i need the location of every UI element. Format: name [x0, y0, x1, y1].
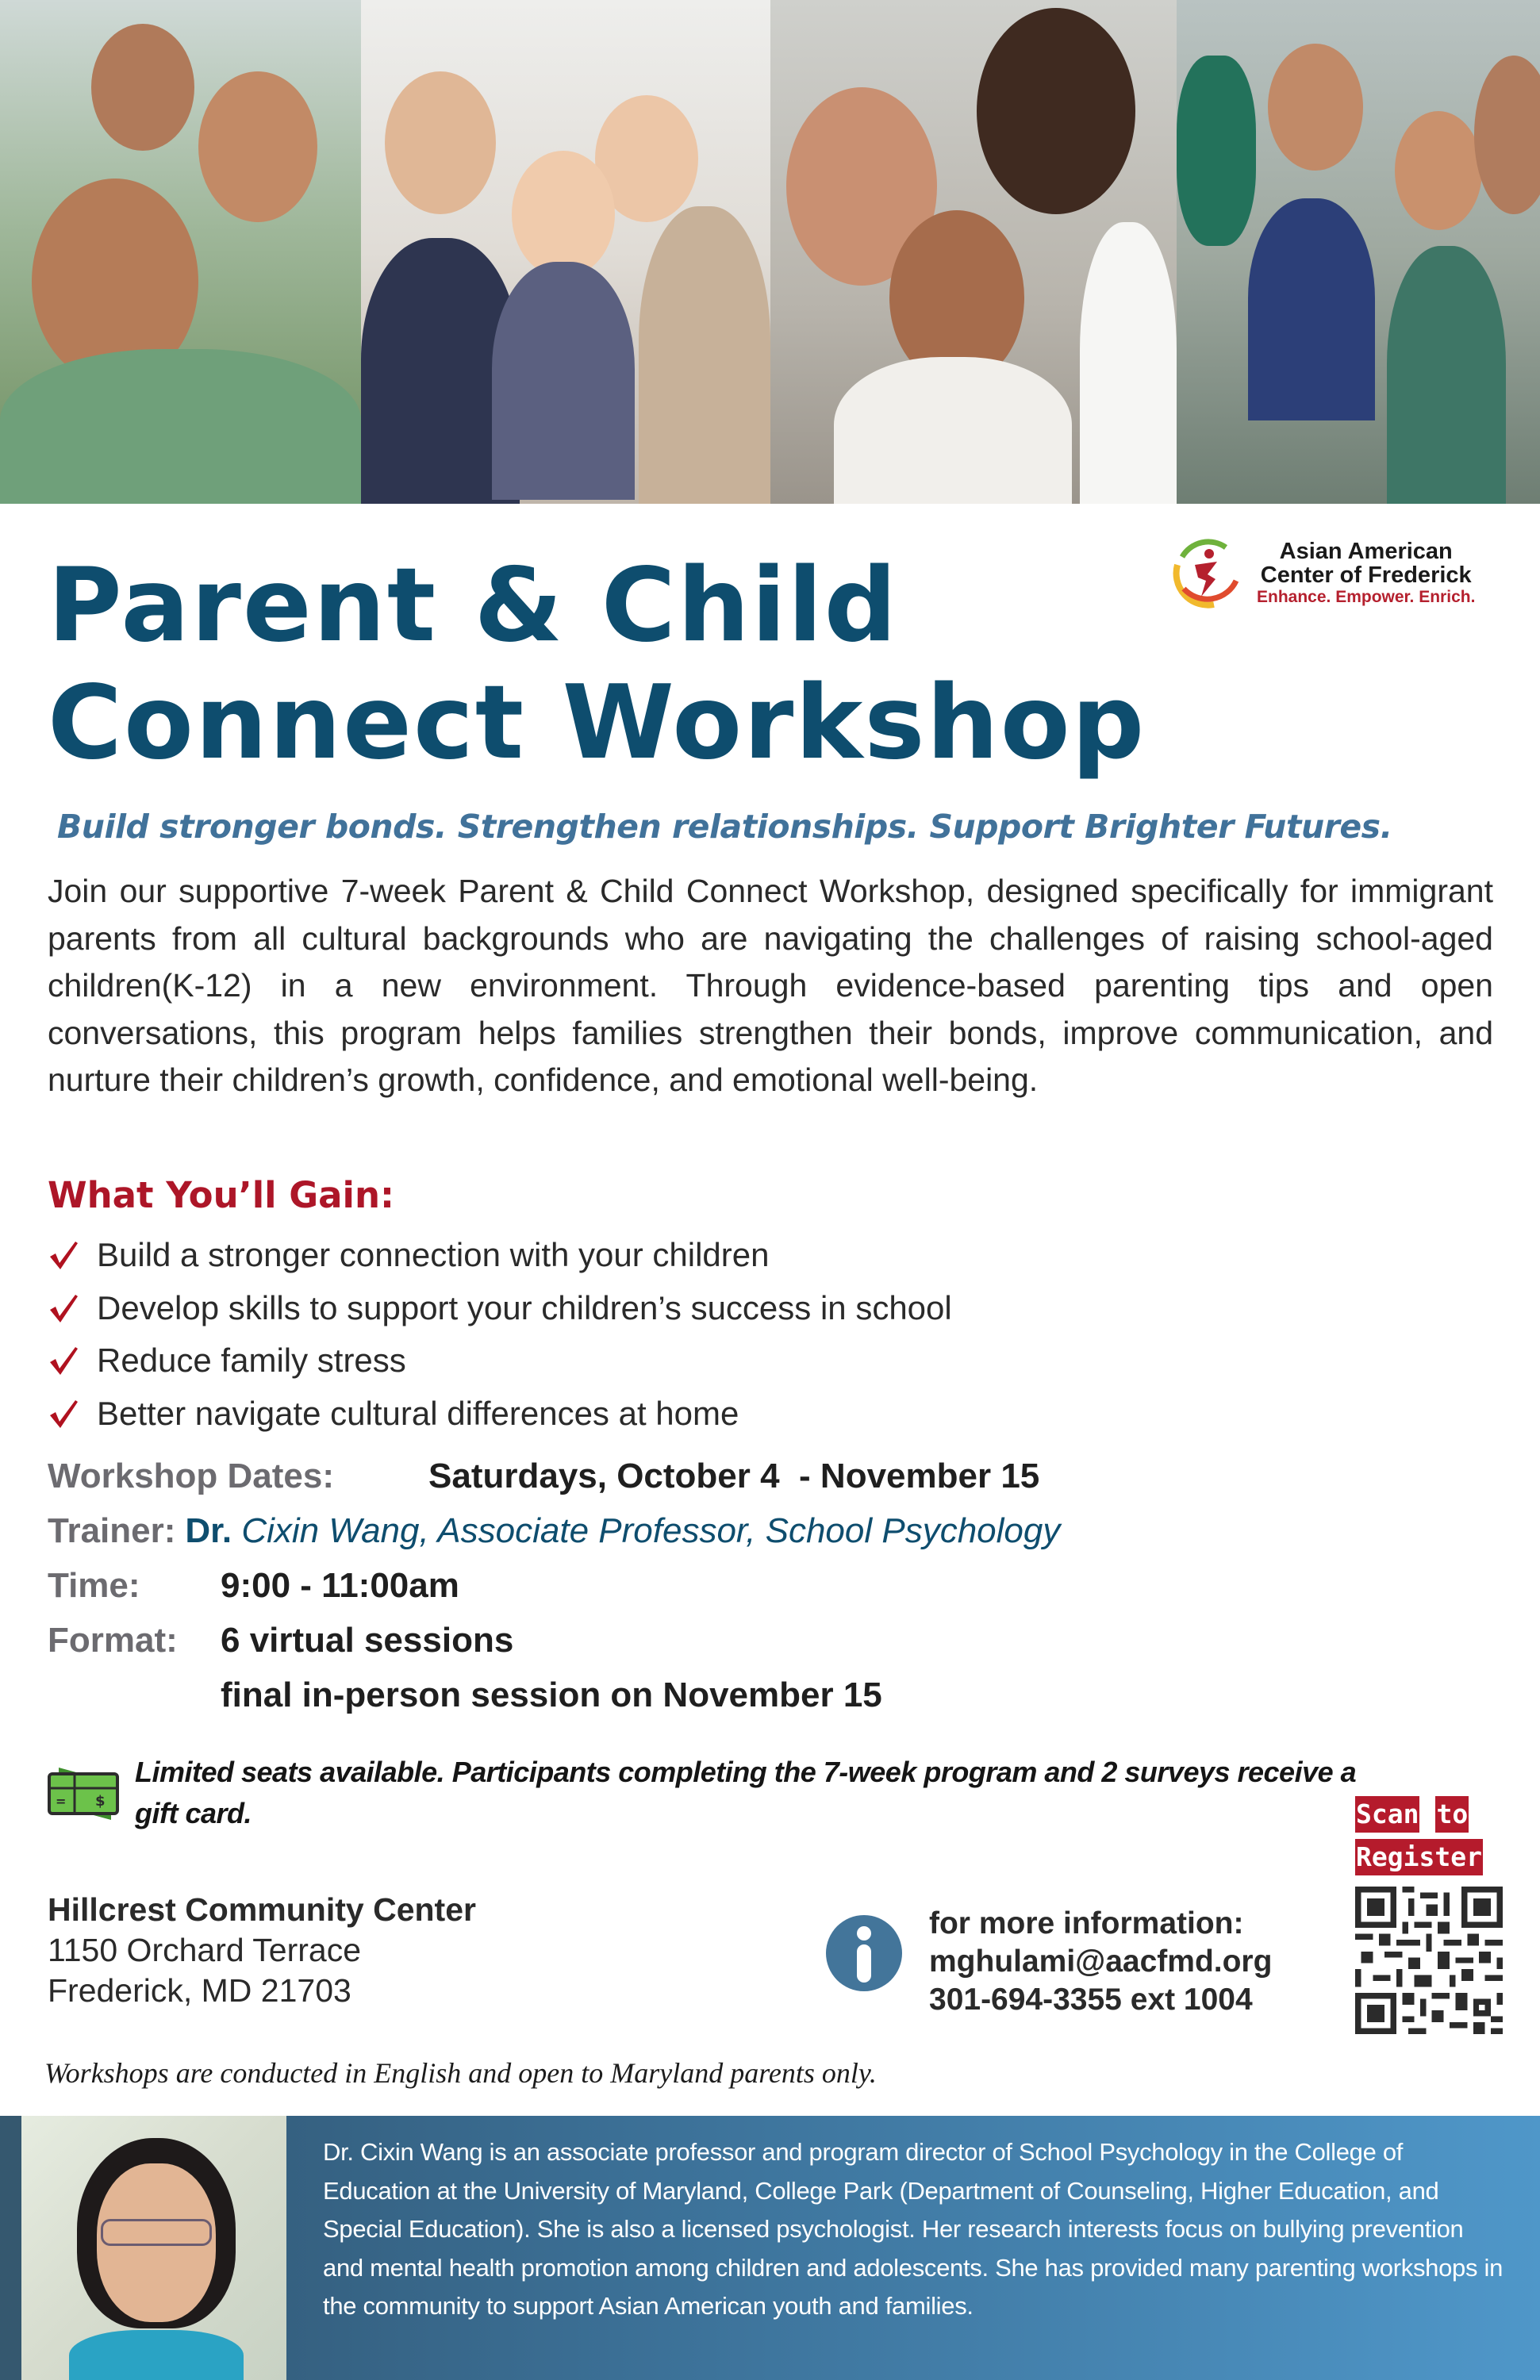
logo-name-line1: Asian American [1279, 538, 1453, 564]
venue-street: 1150 Orchard Terrace [48, 1932, 362, 1968]
trainer-name: Cixin Wang, Associate Professor, School Psychology [232, 1511, 1061, 1550]
trainer-label: Trainer: [48, 1511, 176, 1550]
time-row [48, 1566, 1060, 1621]
title-line-2: Connect Workshop [48, 664, 1146, 782]
trainer-prefix: Dr. [185, 1511, 232, 1550]
gain-item-label: Better navigate cultural differences at home [97, 1394, 739, 1432]
dates-label: Workshop Dates: [48, 1457, 335, 1495]
gain-list [48, 1229, 952, 1440]
hero-photo-strip [0, 0, 1540, 504]
gain-item-label: Reduce family stress [97, 1342, 406, 1380]
contact-heading: for more information: [929, 1906, 1244, 1940]
family-photo-4 [1177, 0, 1540, 504]
title-line-1: Parent & Child [48, 547, 899, 665]
gift-card-notice [48, 1752, 1373, 1834]
register-qr-block[interactable] [1355, 1796, 1503, 2038]
dates-row [48, 1457, 1060, 1511]
disclaimer: Workshops are conducted in English and open to Maryland parents only. [44, 2057, 877, 2089]
gain-item-label: Develop skills to support your children’s success in school [97, 1288, 952, 1326]
checkmark-icon [48, 1239, 79, 1271]
organization-logo [1166, 533, 1475, 612]
contact-email[interactable]: mghulami@aacfmd.org [929, 1944, 1273, 1979]
time-value: 9:00 - 11:00am [221, 1566, 459, 1605]
contact-phone[interactable]: 301-694-3355 ext 1004 [929, 1983, 1253, 2017]
scan-word: Scan [1355, 1796, 1419, 1833]
family-photo-1 [0, 0, 361, 504]
svg-text:$: $ [95, 1793, 106, 1810]
format-value-2: final in-person session on November 15 [221, 1676, 882, 1714]
scan-label-line1 [1355, 1796, 1503, 1833]
gain-item [48, 1334, 952, 1388]
gain-heading: What You’ll Gain: [48, 1174, 394, 1216]
intro-paragraph: Join our supportive 7-week Parent & Child Connect Workshop, designed specifically for immigrant parents from all cultural backgrounds who are navigating the challenges of raising school-aged children(K-12) in a new environment. Through evidence-based parenting tips and open conversations, this program helps families strengthen their bonds, improve communication, and nurture their children’s growth, confidence, and emotional well-being. [48, 873, 1493, 1098]
gift-card-icon [48, 1766, 122, 1821]
scan-label-line2 [1355, 1839, 1503, 1875]
trainer-photo [21, 2116, 286, 2380]
workshop-details [48, 1457, 1060, 1730]
family-photo-2 [361, 0, 770, 504]
aacf-logo-icon [1166, 533, 1246, 612]
format-row-2 [48, 1676, 1060, 1730]
contact-info [929, 1905, 1272, 2019]
page-title [48, 547, 1146, 782]
info-icon [825, 1914, 903, 1992]
format-value-1: 6 virtual sessions [221, 1621, 514, 1660]
tagline: Build stronger bonds. Strengthen relationships. Support Brighter Futures. [57, 808, 1392, 846]
venue-address [48, 1890, 476, 2011]
format-row [48, 1621, 1060, 1676]
format-label: Format: [48, 1621, 178, 1660]
logo-tagline: Enhance. Empower. Enrich. [1257, 588, 1476, 607]
trainer-bio: Dr. Cixin Wang is an associate professor and program director of School Psychology in the College of Education at the University of Maryland, College Park (Department of Counseling, Higher Education, and Special Education). She is also a licensed psychologist. Her research interests focus on bullying prevention and mental health promotion among children and adolescents. She has provided many parenting workshops in the community to support Asian American youth and families. [323, 2138, 1504, 2320]
gain-item [48, 1282, 952, 1335]
trainer-row [48, 1511, 1060, 1566]
scan-word: Register [1355, 1839, 1483, 1875]
checkmark-icon [48, 1398, 79, 1430]
trainer-value [185, 1511, 1060, 1551]
notice-text: Limited seats available. Participants completing the 7-week program and 2 surveys receive a gift card. [135, 1756, 1357, 1829]
trainer-bio-band [0, 2116, 1540, 2380]
time-label: Time: [48, 1566, 140, 1605]
dates-value: Saturdays, October 4 - November 15 [428, 1457, 1040, 1495]
scan-word: to [1435, 1796, 1469, 1833]
checkmark-icon [48, 1345, 79, 1376]
logo-name-line2: Center of Frederick [1260, 562, 1472, 588]
checkmark-icon [48, 1292, 79, 1324]
qr-code-icon[interactable] [1355, 1887, 1503, 2034]
svg-text:=: = [56, 1794, 67, 1809]
gain-item-label: Build a stronger connection with your children [97, 1236, 770, 1274]
venue-name: Hillcrest Community Center [48, 1891, 476, 1928]
family-photo-3 [770, 0, 1177, 504]
gain-item [48, 1229, 952, 1282]
venue-city: Frederick, MD 21703 [48, 1972, 351, 2009]
gain-item [48, 1388, 952, 1441]
